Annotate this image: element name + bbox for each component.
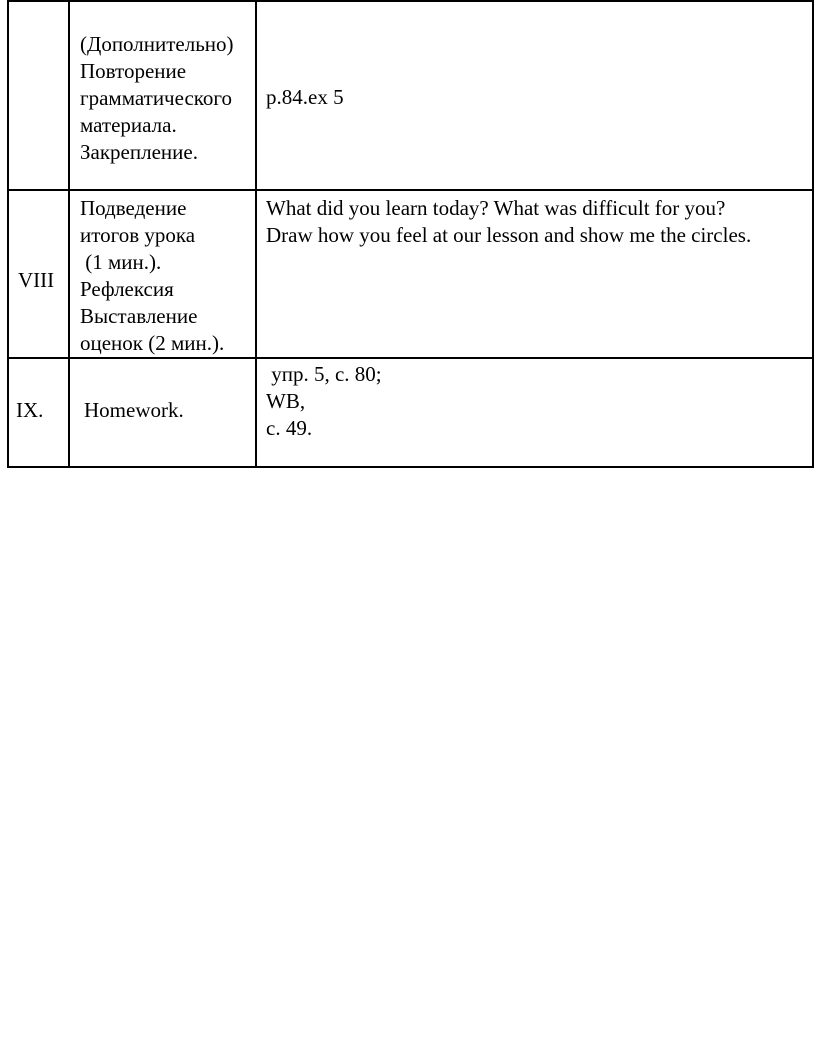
stage-label: VIII [18, 267, 55, 292]
content-cell [256, 190, 813, 358]
content-line: WB, [266, 389, 306, 413]
table-row [8, 1, 813, 190]
content-cell [256, 1, 813, 190]
activity-line: грамматического [80, 86, 233, 110]
activity-line: Повторение [80, 59, 187, 83]
activity-cell [69, 190, 256, 358]
content-line: c. 49. [266, 416, 313, 440]
content-cell [256, 358, 813, 467]
content-line: What did you learn today? What was difficult for you? [266, 196, 726, 220]
activity-line: Homework. [84, 398, 184, 422]
table-row [8, 190, 813, 358]
stage-cell [8, 358, 69, 467]
activity-line: Выставление [80, 304, 198, 328]
lesson-plan-table [7, 0, 814, 468]
content-line: Draw how you feel at our lesson and show me the circles. [266, 223, 752, 247]
stage-cell [8, 1, 69, 190]
activity-line: Закрепление. [80, 140, 198, 164]
activity-line: Рефлексия [80, 277, 174, 301]
table-row [8, 358, 813, 467]
stage-label: IX. [16, 398, 44, 422]
content-line: упр. 5, с. 80; [266, 362, 382, 386]
content-line: р.84.ex 5 [266, 85, 344, 109]
activity-line: Подведение [80, 196, 187, 220]
activity-line: (1 мин.). [80, 250, 162, 274]
activity-line: (Дополнительно) [80, 32, 234, 56]
activity-line: оценок (2 мин.). [80, 331, 225, 355]
stage-cell [8, 190, 69, 358]
activity-cell [69, 1, 256, 190]
activity-line: итогов урока [80, 223, 196, 247]
activity-line: материала. [80, 113, 177, 137]
activity-cell [69, 358, 256, 467]
